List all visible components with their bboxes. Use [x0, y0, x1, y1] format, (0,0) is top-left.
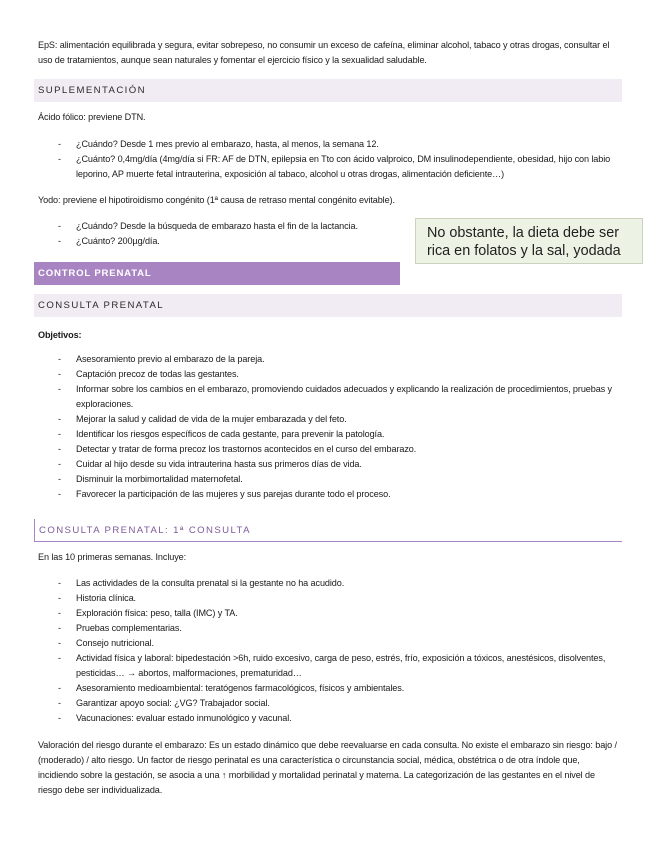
eps-paragraph: EpS: alimentación equilibrada y segura, evitar sobrepeso, no consumir un exceso de cafeína, eliminar alcohol, tabaco y otras drogas, consultar el uso de tratamientos, aunque sean naturales y fomentar el ejercicio físico y la sexualidad saludable.	[38, 40, 610, 65]
list-item: - Actividad física y laboral: bipedestación >6h, ruido excesivo, carga de peso, estrés, frío, exposición a tóxicos, anestésicos, disolventes, pesticidas… → abortos, malformaciones, prematuridad…	[58, 653, 606, 678]
yodo-list	[58, 219, 398, 249]
section-heading-control-prenatal: CONTROL PRENATAL	[34, 262, 400, 285]
acido-folico-intro: Ácido fólico: previene DTN.	[38, 112, 146, 122]
list-item: - Captación precoz de todas las gestantes.	[58, 369, 239, 379]
list-item: - ¿Cuánto? 200µg/día.	[58, 236, 160, 246]
objetivos-title: Objetivos:	[38, 330, 82, 340]
section-heading-primera-consulta: CONSULTA PRENATAL: 1ª CONSULTA	[34, 519, 622, 542]
list-item: - Las actividades de la consulta prenatal si la gestante no ha acudido.	[58, 578, 345, 588]
list-item: - Asesoramiento medioambiental: teratógenos farmacológicos, físicos y ambientales.	[58, 683, 405, 693]
list-item: - Garantizar apoyo social: ¿VG? Trabajador social.	[58, 698, 270, 708]
list-item: - ¿Cuánto? 0,4mg/día (4mg/día si FR: AF de DTN, epilepsia en Tto con ácido valproico, DM insulinodependiente, obesidad, hijo con labio leporino, AP muerte fetal intrauterina, exposición al tabaco, alcohol u otras drogas, alimentación deficiente…)	[58, 154, 611, 179]
list-item: - Informar sobre los cambios en el embarazo, promoviendo cuidados adecuados y explicando la realización de procedimientos, pruebas y exploraciones.	[58, 384, 612, 409]
primera-consulta-list	[58, 576, 618, 726]
list-item: - Consejo nutricional.	[58, 638, 154, 648]
objetivos-list	[58, 352, 618, 502]
list-item: - Disminuir la morbimortalidad maternofetal.	[58, 474, 243, 484]
list-item: - Pruebas complementarias.	[58, 623, 182, 633]
sticky-note: No obstante, la dieta debe ser rica en folatos y la sal, yodada	[415, 218, 643, 264]
valoracion-riesgo-paragraph: Valoración del riesgo durante el embarazo: Es un estado dinámico que debe reevaluarse en cada consulta. No existe el embarazo sin riesgo: bajo / (moderado) / alto riesgo. Un factor de riesgo perinatal es una característica o circunstancia social, médica, obstétrica o de otra índole que, incidiendo sobre la gestación, se asocia a una ↑ morbilidad y mortalidad perinatal y materna. La categorización de las gestantes en el nivel de riesgo debe ser individualizada.	[38, 740, 617, 795]
yodo-intro: Yodo: previene el hipotiroidismo congénito (1ª causa de retraso mental congénito evitable).	[38, 195, 395, 205]
list-item: - Mejorar la salud y calidad de vida de la mujer embarazada y del feto.	[58, 414, 347, 424]
section-heading-suplementacion: SUPLEMENTACIÓN	[34, 79, 622, 102]
list-item: - ¿Cuándo? Desde 1 mes previo al embarazo, hasta, al menos, la semana 12.	[58, 139, 379, 149]
list-item: - Asesoramiento previo al embarazo de la pareja.	[58, 354, 265, 364]
list-item: - ¿Cuándo? Desde la búsqueda de embarazo hasta el fin de la lactancia.	[58, 221, 358, 231]
list-item: - Favorecer la participación de las mujeres y sus parejas durante todo el proceso.	[58, 489, 391, 499]
list-item: - Historia clínica.	[58, 593, 136, 603]
list-item: - Detectar y tratar de forma precoz los trastornos acontecidos en el curso del embarazo.	[58, 444, 417, 454]
list-item: - Cuidar al hijo desde su vida intrauterina hasta sus primeros días de vida.	[58, 459, 362, 469]
list-item: - Exploración física: peso, talla (IMC) y TA.	[58, 608, 238, 618]
list-item: - Identificar los riesgos específicos de cada gestante, para prevenir la patología.	[58, 429, 385, 439]
section-heading-consulta-prenatal: CONSULTA PRENATAL	[34, 294, 622, 317]
primera-consulta-intro: En las 10 primeras semanas. Incluye:	[38, 552, 187, 562]
list-item: - Vacunaciones: evaluar estado inmunológico y vacunal.	[58, 713, 292, 723]
acido-folico-list	[58, 137, 618, 182]
